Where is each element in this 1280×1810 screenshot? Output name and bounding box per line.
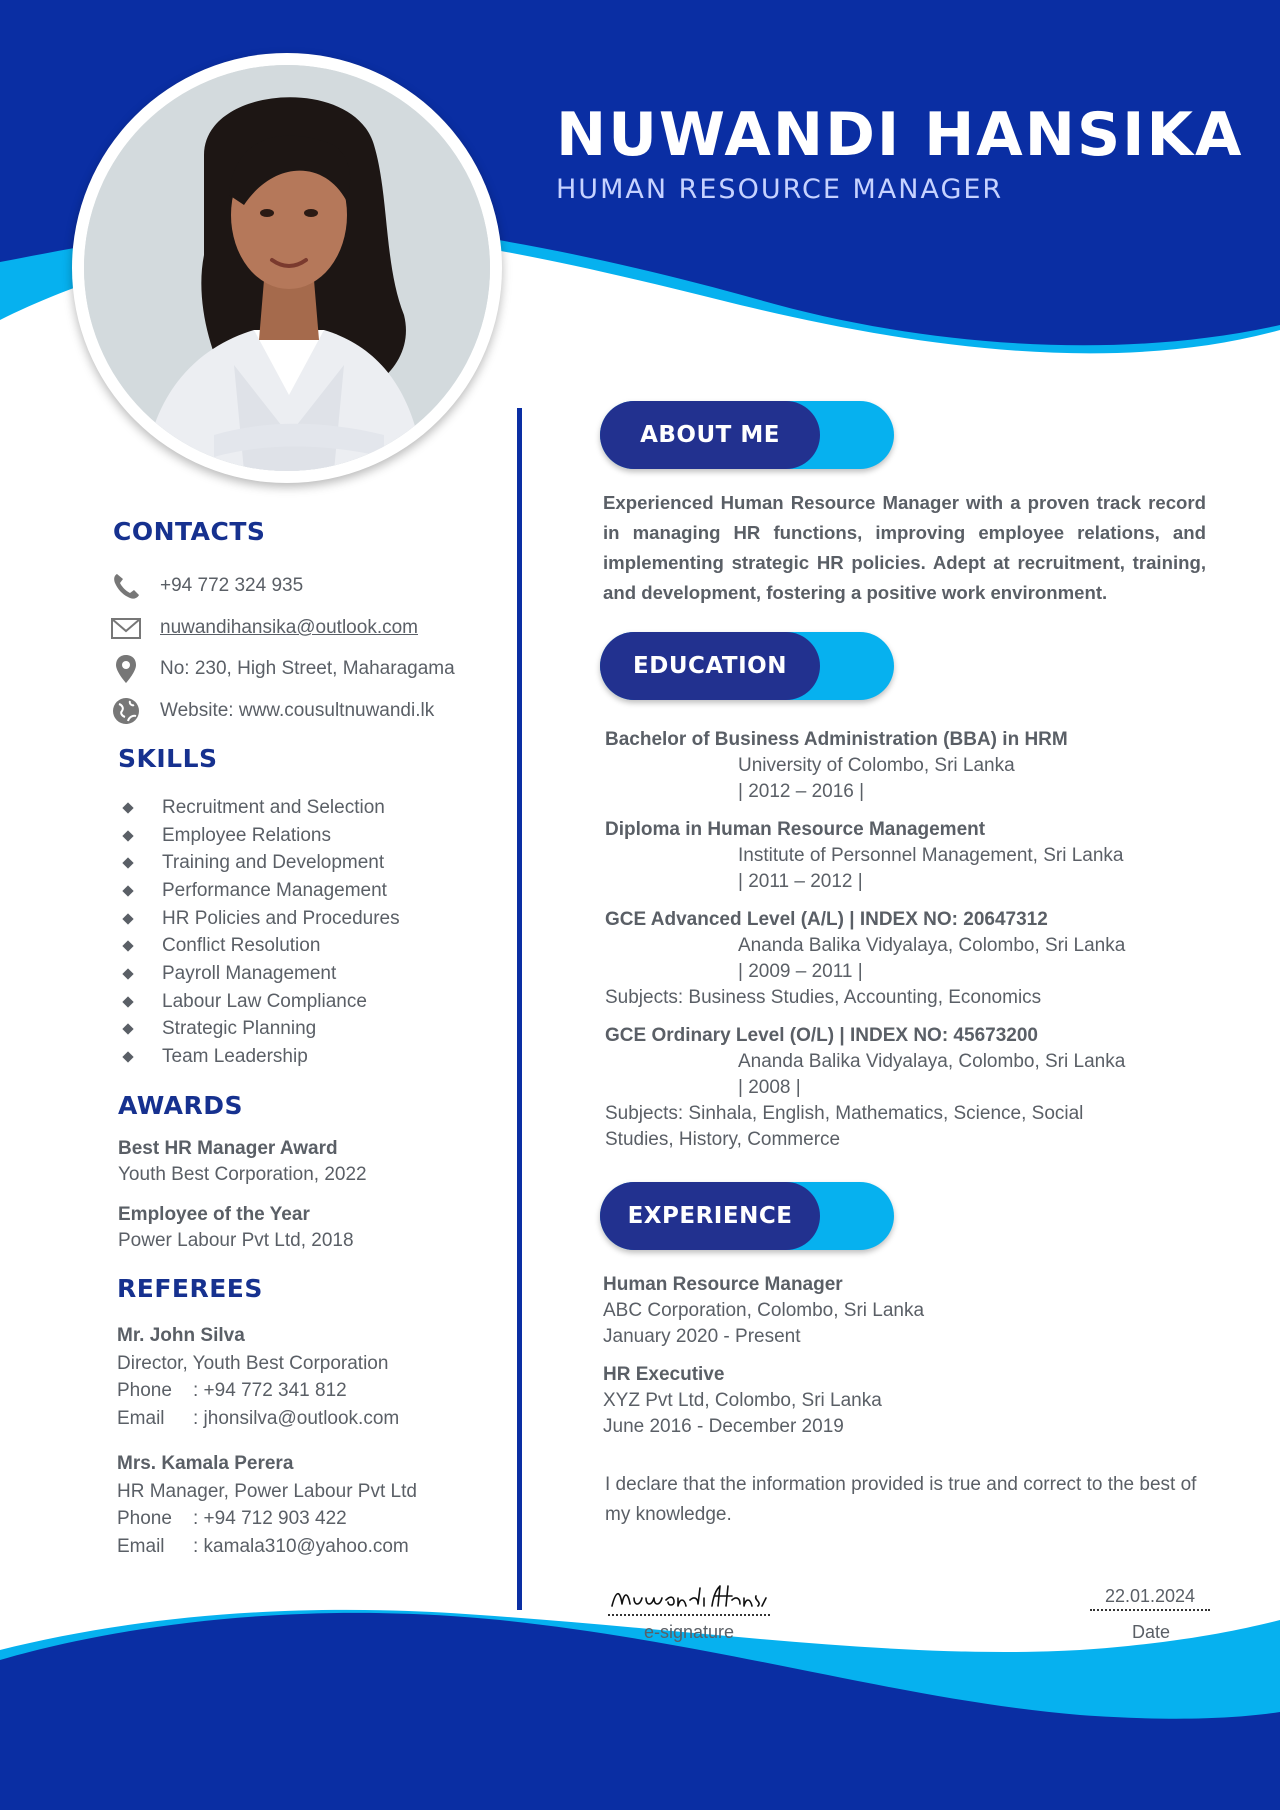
diamond-bullet-icon <box>122 830 133 841</box>
contact-phone <box>110 570 303 602</box>
contact-email <box>110 612 418 644</box>
skill-item: Strategic Planning <box>118 1016 400 1044</box>
about-header-pill <box>600 401 894 469</box>
education-item <box>605 1023 1245 1153</box>
diamond-bullet-icon <box>122 858 133 869</box>
award-name: Best HR Manager Award <box>118 1138 338 1159</box>
referee-phone: Phone : +94 712 903 422 <box>117 1508 347 1530</box>
referee-position: HR Manager, Power Labour Pvt Ltd <box>117 1480 417 1502</box>
referee-item <box>117 1322 399 1433</box>
diamond-bullet-icon <box>122 885 133 896</box>
experience-role: HR Executive <box>603 1364 725 1385</box>
referee-name: Mrs. Kamala Perera <box>117 1453 294 1474</box>
skills-list <box>118 794 400 1071</box>
skills-title: SKILLS <box>118 744 218 773</box>
contacts-title: CONTACTS <box>113 517 266 546</box>
education-institution: Ananda Balika Vidyalaya, Colombo, Sri Lanka <box>738 935 1126 956</box>
diamond-bullet-icon <box>122 1051 133 1062</box>
award-item <box>118 1136 367 1188</box>
experience-period: June 2016 - December 2019 <box>603 1416 844 1437</box>
date-label: Date <box>1132 1622 1171 1642</box>
referee-phone: Phone : +94 772 341 812 <box>117 1380 347 1402</box>
education-degree: Diploma in Human Resource Management <box>605 819 986 840</box>
contact-website-text: Website: www.cousultnuwandi.lk <box>160 700 435 721</box>
diamond-bullet-icon <box>122 941 133 952</box>
diamond-bullet-icon <box>122 968 133 979</box>
education-degree: GCE Ordinary Level (O/L) | INDEX NO: 45673200 <box>605 1025 1038 1046</box>
referee-position: Director, Youth Best Corporation <box>117 1352 389 1374</box>
experience-item <box>603 1362 882 1440</box>
skill-item: Performance Management <box>118 877 400 905</box>
email-icon <box>110 612 142 644</box>
skill-item: Recruitment and Selection <box>118 794 400 822</box>
candidate-name: NUWANDI HANSIKA <box>556 100 1244 170</box>
handwritten-signature <box>608 1582 770 1614</box>
profile-photo <box>84 65 490 471</box>
award-detail: Power Labour Pvt Ltd, 2018 <box>118 1230 354 1251</box>
education-subjects: Subjects: Sinhala, English, Mathematics, Science, Social Studies, History, Commerce <box>605 1103 1084 1150</box>
diamond-bullet-icon <box>122 1024 133 1035</box>
skill-item: Training and Development <box>118 849 400 877</box>
education-institution: Ananda Balika Vidyalaya, Colombo, Sri Lanka <box>738 1051 1126 1072</box>
award-detail: Youth Best Corporation, 2022 <box>118 1164 367 1185</box>
signature-label: e-signature <box>644 1622 735 1642</box>
person-illustration <box>84 65 490 471</box>
education-item <box>605 727 1245 805</box>
declaration-text: I declare that the information provided is true and correct to the best of my knowledge. <box>605 1474 1197 1525</box>
diamond-bullet-icon <box>122 913 133 924</box>
experience-company: ABC Corporation, Colombo, Sri Lanka <box>603 1300 925 1321</box>
education-header-pill <box>600 632 894 700</box>
award-name: Employee of the Year <box>118 1204 310 1225</box>
award-item <box>118 1202 354 1254</box>
referee-item <box>117 1450 417 1561</box>
experience-title: EXPERIENCE <box>627 1203 793 1229</box>
skill-item: Conflict Resolution <box>118 932 400 960</box>
phone-icon <box>110 570 142 602</box>
profile-photo-frame <box>72 53 502 483</box>
education-degree: Bachelor of Business Administration (BBA) in HRM <box>605 729 1068 750</box>
education-years: | 2009 – 2011 | <box>738 961 863 982</box>
contact-address-text: No: 230, High Street, Maharagama <box>160 658 455 679</box>
diamond-bullet-icon <box>122 996 133 1007</box>
signature-date: 22.01.2024 <box>1090 1586 1210 1611</box>
education-institution: Institute of Personnel Management, Sri Lanka <box>738 845 1124 866</box>
skill-item: HR Policies and Procedures <box>118 905 400 933</box>
candidate-role: HUMAN RESOURCE MANAGER <box>556 174 1004 205</box>
about-text: Experienced Human Resource Manager with a proven track record in managing HR functions, improving employee relations, and implementing strategic HR policies. Adept at recruitment, training, and development, fostering a positive work environment. <box>603 492 1206 603</box>
awards-title: AWARDS <box>118 1091 244 1120</box>
education-years: | 2011 – 2012 | <box>738 871 863 892</box>
experience-role: Human Resource Manager <box>603 1274 843 1295</box>
skill-item: Payroll Management <box>118 960 400 988</box>
education-item <box>605 817 1245 895</box>
education-years: | 2008 | <box>738 1077 801 1098</box>
globe-icon <box>110 695 142 727</box>
education-title: EDUCATION <box>633 653 787 679</box>
education-degree: GCE Advanced Level (A/L) | INDEX NO: 20647312 <box>605 909 1048 930</box>
experience-period: January 2020 - Present <box>603 1326 801 1347</box>
referee-name: Mr. John Silva <box>117 1325 245 1346</box>
contact-email-link[interactable]: nuwandihansika@outlook.com <box>160 617 418 638</box>
experience-company: XYZ Pvt Ltd, Colombo, Sri Lanka <box>603 1390 882 1411</box>
contact-phone-text: +94 772 324 935 <box>160 575 304 596</box>
e-signature <box>608 1582 770 1616</box>
education-institution: University of Colombo, Sri Lanka <box>738 755 1015 776</box>
diamond-bullet-icon <box>122 802 133 813</box>
skill-item: Employee Relations <box>118 822 400 850</box>
education-years: | 2012 – 2016 | <box>738 781 865 802</box>
contact-address <box>110 653 455 685</box>
location-icon <box>110 653 142 685</box>
about-title: ABOUT ME <box>640 422 780 448</box>
referees-title: REFEREES <box>117 1274 263 1303</box>
skill-item: Team Leadership <box>118 1043 400 1071</box>
experience-header-pill <box>600 1182 894 1250</box>
referee-email: Email : jhonsilva@outlook.com <box>117 1408 400 1430</box>
education-subjects: Subjects: Business Studies, Accounting, Economics <box>605 987 1042 1008</box>
education-item <box>605 907 1245 1011</box>
experience-item <box>603 1272 924 1350</box>
skill-item: Labour Law Compliance <box>118 988 400 1016</box>
contact-website <box>110 695 434 727</box>
referee-email: Email : kamala310@yahoo.com <box>117 1536 409 1558</box>
column-divider <box>517 408 522 1610</box>
